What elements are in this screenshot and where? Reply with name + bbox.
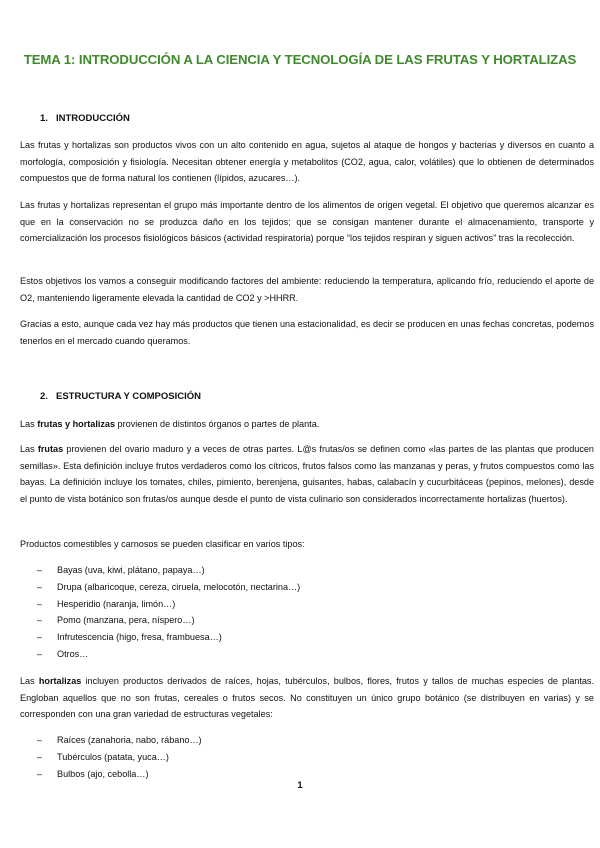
section-heading-introduccion [40,113,130,124]
vegetable-types-list [37,732,202,782]
fruit-types-list [37,562,300,663]
list-item: – Bulbos (ajo, cebolla…) [37,768,149,779]
text: Las [20,676,39,686]
paragraph-hortalizas [20,673,594,723]
list-item: – Pomo (manzana, pera, níspero…) [37,615,195,626]
text: Las [20,444,38,454]
paragraph: Estos objetivos los vamos a conseguir modificando factores del ambiente: reduciendo la temperatura, aplicando frío, reduciendo el aporte de O2, manteniendo ligeramente elevada la cantidad de CO2 y >HHRR. [20,276,594,303]
list-item: – Infrutescencia (higo, fresa, frambuesa…) [37,632,222,643]
paragraph: Gracias a esto, aunque cada vez hay más productos que tienen una estacionalidad, es decir se producen en unas fechas concretas, podemos tenerlos en el mercado cuando queramos. [20,319,594,346]
paragraph-intro [20,416,594,433]
page-number: 1 [297,780,303,791]
text: Las [20,419,38,429]
document-title: TEMA 1: INTRODUCCIÓN A LA CIENCIA Y TECNOLOGÍA DE LAS FRUTAS Y HORTALIZAS [23,52,577,67]
list-item: – Bayas (uva, kiwi, plátano, papaya…) [37,565,205,575]
paragraph: Las frutas y hortalizas son productos vivos con un alto contenido en agua, sujetos al ataque de hongos y bacterias y diversos en cuanto a morfología, composición y fisiología. Necesitan obtener energía y metabolitos (CO2, agua, calor, volátiles) que lo obtienen de determinados compuestos que de forma natural los contienen (lípidos, azucares…). [20,140,594,184]
section-title: ESTRUCTURA Y COMPOSICIÓN [56,391,201,402]
section-title: INTRODUCCIÓN [56,113,130,124]
list-item: – Drupa (albaricoque, cereza, ciruela, melocotón, nectarina…) [37,581,301,592]
paragraph-frutas [20,441,594,507]
list-item: – Otros… [37,648,89,659]
bold-text: frutas y hortalizas [37,419,116,429]
text: incluyen productos derivados de raíces, hojas, tubérculos, bulbos, flores, frutos y tallos de muchas especies de plantas. Engloban aquellos que no son frutas, cereales o frutos secos. No constituyen un único grupo botánico (se distribuyen en varias) y se corresponden con una gran variedad de estructuras vegetales: [20,676,594,720]
section-heading-estructura [40,391,201,402]
bold-text: hortalizas [38,676,82,686]
section-number: 1. [40,113,48,124]
list-item: – Raíces (zanahoria, nabo, rábano…) [37,735,202,745]
list-item: – Tubérculos (patata, yuca…) [37,751,169,762]
bold-text: frutas [37,444,64,454]
text: provienen de distintos órganos o partes de planta. [115,419,320,429]
text: provienen del ovario maduro y a veces de otras partes. L@s frutas/os se definen como «las partes de las plantas que producen semillas». Esta definición incluye frutos verdaderos como los cítricos, frutos falsos como las manzanas y peras, y frutos compuestos como las bayas. La definición incluye los tomates, chiles, pimiento, berenjena, guisantes, habas, calabacín y cucurbitáceas (pepinos, melones), desde el punto de vista botánico son frutas/os aunque desde el punto de vista culinario son considerados incorrectamente hortalizas (huertos). [20,444,594,504]
paragraph: Productos comestibles y carnosos se pueden clasificar en varios tipos: [20,539,305,549]
paragraph: Las frutas y hortalizas representan el grupo más importante dentro de los alimentos de origen vegetal. El objetivo que queremos alcanzar es que en la conservación no se produzca daño en los tejidos; que se consigan mantener durante el almacenamiento, transporte y comercialización los procesos fisiológicos básicos (actividad respiratoria) porque “los tejidos respiran y siguen activos” tras la recolección. [20,200,594,244]
section-number: 2. [40,391,48,402]
list-item: – Hesperidio (naranja, limón…) [37,598,176,609]
